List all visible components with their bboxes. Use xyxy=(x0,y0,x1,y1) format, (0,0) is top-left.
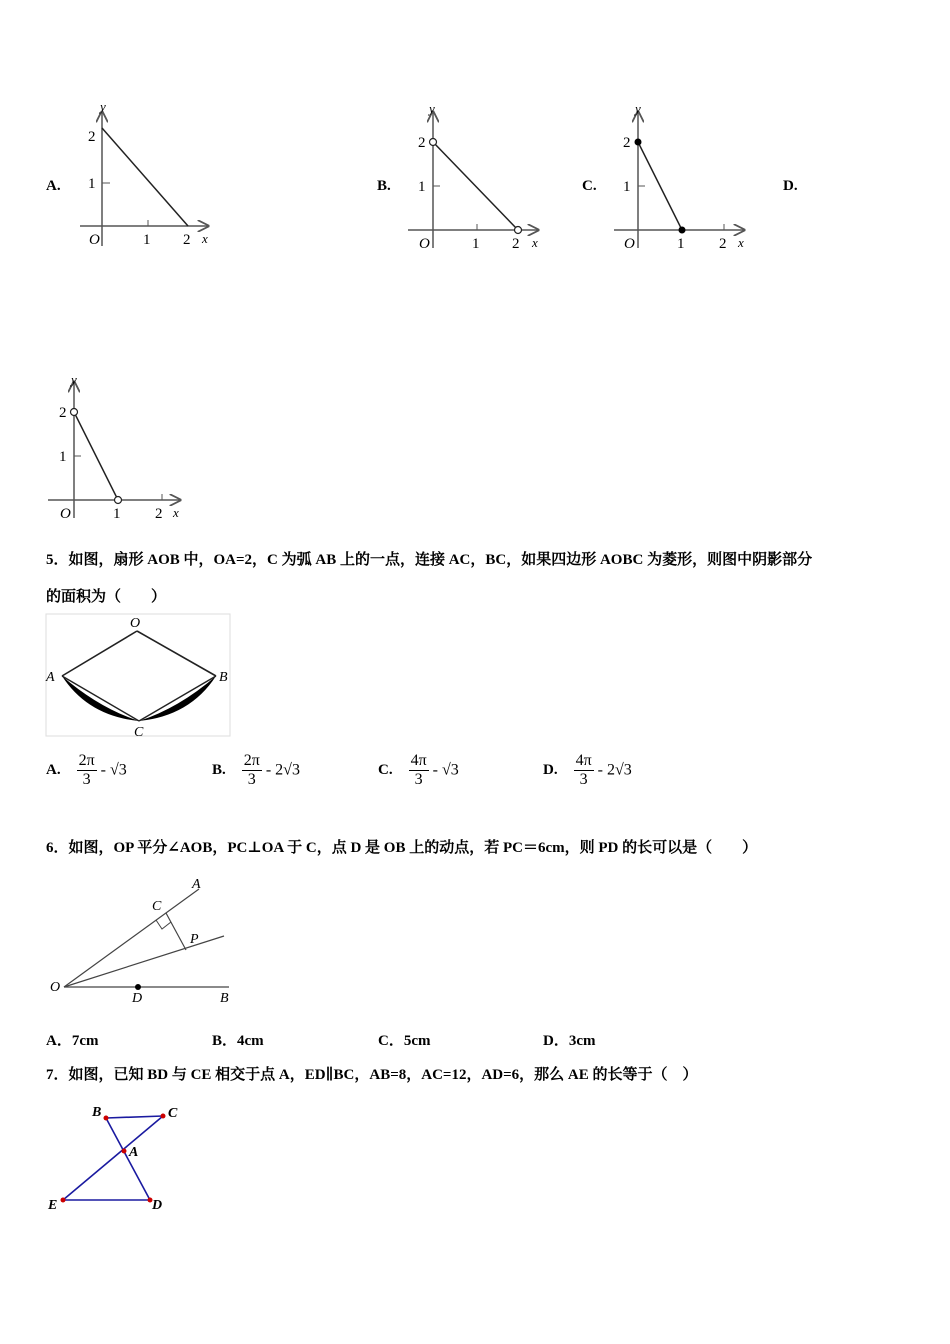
graph-option-c xyxy=(606,100,756,252)
q5-option-b[interactable] xyxy=(212,752,300,789)
tick-2-x: 2 xyxy=(183,232,191,248)
tick-1-x: 1 xyxy=(143,232,151,248)
option-letter: D. xyxy=(543,762,558,779)
q6-option-d[interactable]: D．3cm xyxy=(543,1033,596,1049)
option-expression-tail: - √3 xyxy=(100,761,127,779)
q6-option-c[interactable]: C．5cm xyxy=(378,1033,431,1049)
option-expression-tail: - 2√3 xyxy=(597,761,632,779)
option-letter: B. xyxy=(212,762,226,779)
origin-label: O xyxy=(624,236,635,252)
point-b-label: B xyxy=(220,991,229,1006)
q7-text: 7．如图，已知 BD 与 CE 相交于点 A，ED∥BC，AB=8，AC=12，AD=6，那么 AE 的长等于（ ） xyxy=(46,1067,698,1083)
fraction-denominator: 3 xyxy=(579,771,588,788)
graph-option-b xyxy=(400,100,550,252)
fraction-denominator: 3 xyxy=(414,771,423,788)
q5-option-d[interactable] xyxy=(543,752,632,789)
point-d-label: D xyxy=(132,991,143,1006)
tick-2-y: 2 xyxy=(88,129,96,145)
fraction-denominator: 3 xyxy=(247,771,256,788)
tick-2-y: 2 xyxy=(418,135,426,151)
x-axis-label: x xyxy=(532,235,538,250)
point-o-label: O xyxy=(130,616,141,631)
tick-1-x: 1 xyxy=(472,236,480,252)
option-label-a[interactable]: A. xyxy=(46,178,61,194)
tick-2-y: 2 xyxy=(623,135,631,151)
y-axis-label: y xyxy=(429,101,435,116)
q5-text-line1: 5．如图，扇形 AOB 中，OA=2，C 为弧 AB 上的一点，连接 AC，BC，如果四边形 AOBC 为菱形，则图中阴影部分 xyxy=(46,552,813,568)
option-label-d[interactable]: D. xyxy=(783,178,798,194)
option-label-b[interactable]: B. xyxy=(377,178,391,194)
sector-figure xyxy=(44,612,234,740)
option-label-c[interactable]: C. xyxy=(582,178,597,194)
tick-2-x: 2 xyxy=(719,236,727,252)
point-d-label: D xyxy=(152,1198,163,1213)
y-axis-label: y xyxy=(100,99,106,114)
fraction-numerator: 4π xyxy=(410,752,427,769)
fraction-numerator: 2π xyxy=(78,752,95,769)
tick-1-x: 1 xyxy=(113,506,121,522)
option-expression-tail: - √3 xyxy=(432,761,459,779)
point-c-label: C xyxy=(168,1106,178,1121)
graph-option-d xyxy=(40,372,190,524)
option-expression-tail: - 2√3 xyxy=(265,761,300,779)
point-p-label: P xyxy=(190,932,199,947)
fraction-numerator: 4π xyxy=(575,752,592,769)
q5-option-a[interactable] xyxy=(46,752,127,789)
tick-1-y: 1 xyxy=(88,176,96,192)
point-b-label: B xyxy=(92,1105,102,1120)
q5-option-c[interactable] xyxy=(378,752,459,789)
tick-2-x: 2 xyxy=(512,236,520,252)
origin-label: O xyxy=(419,236,430,252)
x-axis-label: x xyxy=(738,235,744,250)
tick-2-x: 2 xyxy=(155,506,163,522)
q6-option-b[interactable]: B．4cm xyxy=(212,1033,264,1049)
origin-label: O xyxy=(60,506,71,522)
fraction-numerator: 2π xyxy=(243,752,260,769)
x-axis-label: x xyxy=(202,231,208,246)
point-a-label: A xyxy=(129,1145,139,1160)
intersecting-lines-figure xyxy=(40,1098,200,1218)
y-axis-label: y xyxy=(635,101,641,116)
point-e-label: E xyxy=(48,1198,58,1213)
q6-option-a[interactable]: A．7cm xyxy=(46,1033,99,1049)
fraction-denominator: 3 xyxy=(82,771,91,788)
angle-bisector-figure xyxy=(44,872,244,1008)
tick-1-y: 1 xyxy=(418,179,426,195)
q6-text: 6．如图，OP 平分∠AOB，PC⊥OA 于 C，点 D 是 OB 上的动点，若 PC＝6cm，则 PD 的长可以是（ ） xyxy=(46,840,758,856)
tick-1-x: 1 xyxy=(677,236,685,252)
tick-1-y: 1 xyxy=(623,179,631,195)
point-a-label: A xyxy=(46,670,55,685)
y-axis-label: y xyxy=(71,372,77,387)
graph-option-a xyxy=(70,98,220,250)
point-b-label: B xyxy=(219,670,228,685)
x-axis-label: x xyxy=(173,505,179,520)
point-c-label: C xyxy=(152,899,162,914)
tick-2-y: 2 xyxy=(59,405,67,421)
origin-label: O xyxy=(89,232,100,248)
option-letter: C. xyxy=(378,762,393,779)
q5-text-line2: 的面积为（ ） xyxy=(46,589,167,605)
tick-1-y: 1 xyxy=(59,449,67,465)
option-letter: A. xyxy=(46,762,61,779)
point-o-label: O xyxy=(50,980,61,995)
point-c-label: C xyxy=(134,725,144,740)
point-a-label: A xyxy=(192,877,201,892)
